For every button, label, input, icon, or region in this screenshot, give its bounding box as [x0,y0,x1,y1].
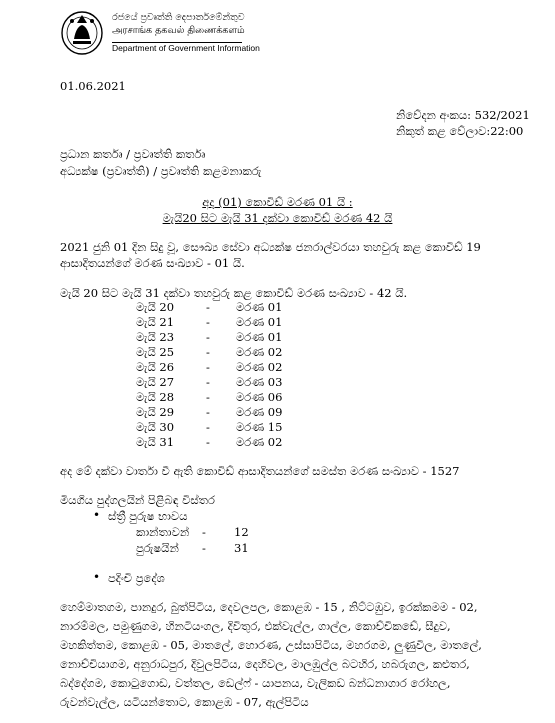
death-count: මරණ 02 [236,435,283,449]
death-date: මැයි 29 [136,405,175,419]
list-item [0,345,555,359]
residence-line: මහකිත්තම, කොළඹ - 05, මාතලේ, හොරණ, උස්සාපිටිය, මහරගම, ලුණුවිල, මාතලේ, [60,638,482,652]
residence-line: බද්දේගම, කොටුගොඩ, වත්තල, ඩෙල්ෆ් - යාපනය, වැලිකඩ බන්ධනාගාර රෝහල, [60,676,451,690]
release-date: 01.06.2021 [60,79,126,93]
death-date: මැයි 28 [136,390,175,404]
residence-line: රුවන්වැල්ල, යටියන්තොට, කොළඹ - 07, ඇල්පිටිය [60,695,309,709]
department-name-english: Department of Government Information [112,43,260,53]
female-count: 12 [234,525,249,539]
bullet-icon: • [93,570,101,584]
death-count: මරණ 01 [236,315,283,329]
death-date: මැයි 21 [136,315,175,329]
recipient-line: ප්‍රධාන කර්තෘ / ප්‍රවෘත්ති කර්තෘ [60,147,206,161]
separator: - [202,541,206,555]
government-emblem-icon [60,9,104,55]
separator: - [206,360,210,374]
department-name-tamil: அரசாங்க தகவல் திணைக்களம் [112,25,245,36]
death-date: මැයි 26 [136,360,175,374]
separator: - [206,405,210,419]
death-date: මැයි 23 [136,330,175,344]
list-item [0,420,555,434]
residence-line: නාරම්මල, පමුණුගම, හිනටියංගල, දිවිතුර, එක්වැල්ල, ගාල්ල, කොච්චිකඩේ, සීදුව, [60,619,451,633]
residence-heading: පදිංචි ප්‍රදේශ [108,571,165,585]
residence-line: හෙම්මාතගම, පානදුර, බුත්පිටිය, දෙවලපල, කොළඹ - 15 , නිට්ටඹුව, ඉරක්කමම - 02, [60,600,478,614]
death-date: මැයි 25 [136,345,175,359]
list-item [0,405,555,419]
death-date: මැයි 27 [136,375,175,389]
separator: - [206,390,210,404]
death-count: මරණ 03 [236,375,283,389]
list-item [0,360,555,374]
death-count: මරණ 02 [236,345,283,359]
list-item [0,375,555,389]
separator: - [206,315,210,329]
separator: - [206,300,210,314]
gender-heading: ස්ත්‍රී පුරුෂ භාවය [108,509,188,523]
death-count: මරණ 06 [236,390,283,404]
title-line-1: අද (01) කොවිඩ් මරණ 01 යි : [202,195,353,209]
release-time: නිකුත් කළ වේලාව:22:00 [396,124,524,138]
death-count: මරණ 02 [236,360,283,374]
recipient-line: අධ්‍යක්ෂ (ප්‍රවෘත්ති) / ප්‍රවෘත්ති කළමනාකරු [60,164,262,178]
residence-line: නොච්චියාගම, අනුරාධපුර, දිවුලපිටිය, දෙහිවල, මාලඹුල්ල බටහිර, හබරුගල, කළුතර, [60,657,470,671]
summary-paragraph-line: ආසාදිතයන්ගේ මරණ සංඛ්‍යාව - 01 යි. [60,256,245,270]
death-date: මැයි 30 [136,420,175,434]
total-deaths-line: අද මේ දක්වා වාර්තා වී ඇති කොවිඩ් ආසාදිතයන්ගේ සමස්ත මරණ සංඛ්‍යාව - 1527 [60,464,460,478]
list-item [0,390,555,404]
release-number: නිවේදන අංකය: 532/2021 [396,108,530,122]
separator: - [206,420,210,434]
list-item [0,300,555,314]
page-subtitle [0,211,555,225]
period-deaths-paragraph: මැයි 20 සිට මැයි 31 දක්වා තහවුරු කළ කොවිඩ් මරණ සංඛ්‍යාව - 42 යි. [60,286,408,300]
death-count: මරණ 01 [236,330,283,344]
separator: - [206,330,210,344]
female-label: කාන්තාවන් [136,525,190,539]
department-name-sinhala: රජයේ ප්‍රවෘත්ති දෙපාර්තමේන්තුව [112,12,245,23]
list-item [0,315,555,329]
male-count: 31 [234,541,249,555]
bullet-icon: • [93,508,101,522]
death-date: මැයි 20 [136,300,175,314]
death-count: මරණ 09 [236,405,283,419]
separator: - [202,525,206,539]
list-item [0,330,555,344]
details-heading: මියගිය පුද්ගලයින් පිළිබඳ විස්තර [60,493,215,507]
male-label: පුරුෂයින් [136,541,179,555]
separator: - [206,345,210,359]
summary-paragraph-line: 2021 ජුනි 01 දින සිදු වූ, සෞඛ්‍ය සේවා අධ්‍යක්ෂ ජනරාල්වරයා තහවුරු කළ කොවිඩ් 19 [60,240,481,254]
death-count: මරණ 01 [236,300,283,314]
separator: - [206,375,210,389]
title-line-2: මැයි20 සිට මැයි 31 දක්වා කොවිඩ් මරණ 42 යි [162,211,393,225]
death-date: මැයි 31 [136,435,175,449]
death-count: මරණ 15 [236,420,283,434]
separator: - [206,435,210,449]
page-title [0,195,555,209]
list-item [0,435,555,449]
